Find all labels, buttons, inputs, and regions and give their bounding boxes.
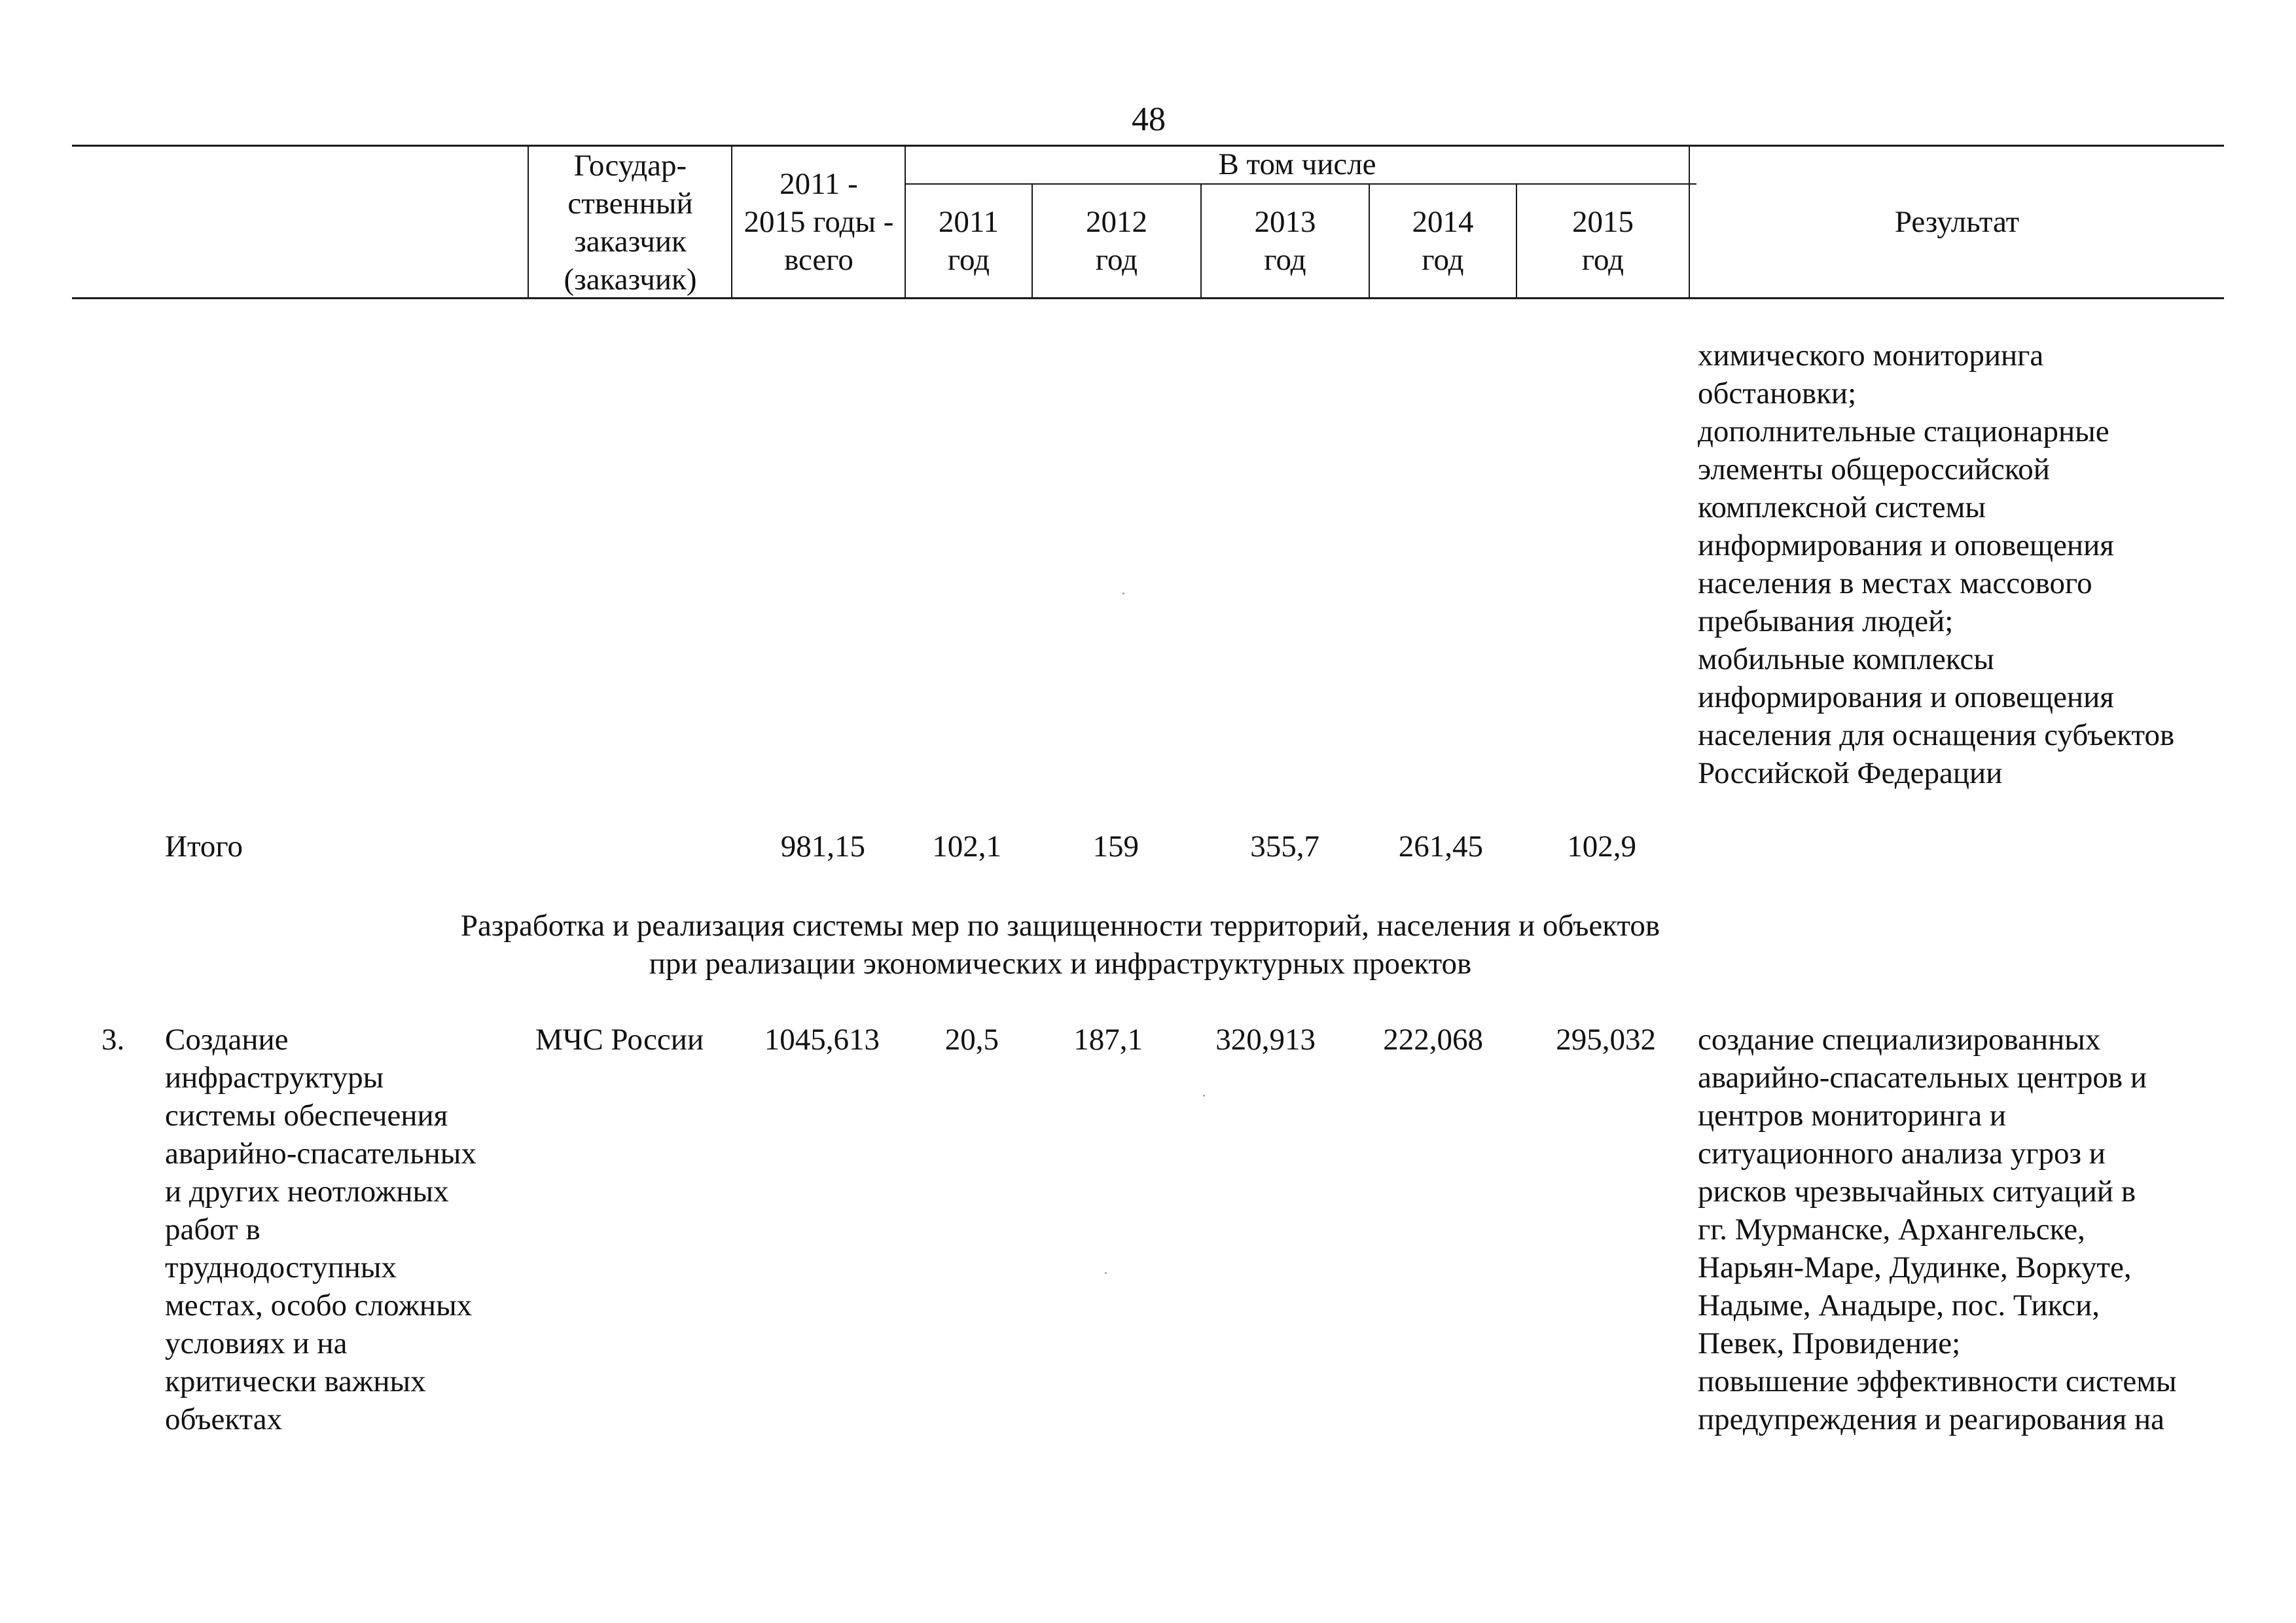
- row-name-line: объектах: [165, 1402, 283, 1436]
- row-name-line: системы обеспечения: [165, 1099, 448, 1133]
- row-2011: 20,5: [944, 1023, 999, 1057]
- result-line: мобильные комплексы: [1698, 642, 1994, 676]
- row-name-line: местах, особо сложных: [165, 1288, 473, 1322]
- header-customer-line: (заказчик): [564, 263, 697, 297]
- total-row-2014: 261,45: [1398, 830, 1483, 864]
- total-row-2012: 159: [1092, 830, 1139, 864]
- header-including: В том числе: [1218, 147, 1376, 181]
- header-customer-line: Государ-: [573, 149, 687, 183]
- header-year-label: 2012: [1086, 205, 1147, 239]
- total-row-label: Итого: [165, 830, 243, 864]
- row-result-line: Нарьян-Маре, Дудинке, Воркуте,: [1698, 1250, 2132, 1285]
- result-line: дополнительные стационарные: [1698, 414, 2109, 448]
- header-year-label: 2011: [938, 205, 999, 239]
- header-result: Результат: [1894, 205, 2020, 239]
- row-result-line: ситуационного анализа угроз и: [1698, 1137, 2106, 1171]
- result-line: обстановки;: [1698, 376, 1857, 410]
- header-total: [732, 165, 905, 279]
- row-name-line: аварийно-спасательных: [165, 1137, 476, 1171]
- row-name-line: труднодоступных: [165, 1250, 397, 1285]
- header-year-label: 2013: [1254, 205, 1316, 239]
- row-result-line: центров мониторинга и: [1698, 1099, 2007, 1133]
- header-customer-line: заказчик: [574, 225, 687, 259]
- result-line: населения для оснащения субъектов: [1698, 718, 2175, 752]
- header-bottom-rule: [72, 297, 2224, 299]
- scan-speck: [1105, 1272, 1107, 1274]
- header-total-line: 2015 годы -: [744, 205, 894, 239]
- row-2013: 320,913: [1215, 1023, 1316, 1057]
- header-customer: [529, 147, 732, 299]
- row-2012: 187,1: [1073, 1023, 1143, 1057]
- header-year-unit: год: [1581, 243, 1624, 277]
- row-name-line: инфраструктуры: [165, 1061, 384, 1095]
- row-result-line: предупреждения и реагирования на: [1698, 1402, 2164, 1436]
- row-name: [165, 1021, 518, 1438]
- scan-speck: [1122, 593, 1124, 594]
- total-row-2011: 102,1: [932, 830, 1001, 864]
- row-result: [1698, 1021, 2221, 1438]
- result-line: информирования и оповещения: [1698, 680, 2114, 714]
- header-year-2011: [906, 203, 1031, 279]
- row-name-line: Создание: [165, 1023, 289, 1057]
- row-total: 1045,613: [764, 1023, 880, 1057]
- header-year-label: 2015: [1572, 205, 1634, 239]
- row-number: 3.: [101, 1023, 125, 1057]
- row-result-line: повышение эффективности системы: [1698, 1364, 2177, 1398]
- result-line: элементы общероссийской: [1698, 452, 2050, 486]
- total-row-2015: 102,9: [1567, 830, 1636, 864]
- total-row-2013: 355,7: [1250, 830, 1319, 864]
- header-year-label: 2014: [1412, 205, 1474, 239]
- including-underline: [906, 183, 1696, 185]
- header-year-unit: год: [947, 243, 990, 277]
- header-year-2013: [1202, 203, 1369, 279]
- scan-speck: [1203, 1095, 1205, 1097]
- row-name-line: работ в: [165, 1213, 260, 1247]
- header-year-unit: год: [1422, 243, 1464, 277]
- row-result-line: Надыме, Анадыре, пос. Тикси,: [1698, 1288, 2100, 1322]
- row-result-line: аварийно-спасательных центров и: [1698, 1061, 2147, 1095]
- header-year-unit: год: [1095, 243, 1138, 277]
- header-year-2015: [1517, 203, 1689, 279]
- section-heading-line-2: при реализации экономических и инфраструктурных проектов: [649, 947, 1472, 981]
- row-result-line: рисков чрезвычайных ситуаций в: [1698, 1175, 2136, 1209]
- row-name-line: условиях и на: [165, 1326, 348, 1360]
- result-line: пребывания людей;: [1698, 604, 1954, 638]
- header-year-2014: [1370, 203, 1516, 279]
- header-customer-line: ственный: [567, 187, 693, 221]
- total-row-total: 981,15: [780, 830, 865, 864]
- row-result-line: Певек, Провидение;: [1698, 1326, 1961, 1360]
- row-name-line: критически важных: [165, 1364, 426, 1398]
- header-total-line: 2011 -: [780, 167, 858, 201]
- row-result-line: создание специализированных: [1698, 1023, 2101, 1057]
- section-heading-line-1: Разработка и реализация системы мер по защищенности территорий, населения и объектов: [460, 909, 1660, 943]
- result-line: комплексной системы: [1698, 490, 1986, 524]
- result-line: информирования и оповещения: [1698, 528, 2114, 562]
- row-name-line: и других неотложных: [165, 1175, 449, 1209]
- result-line: Российской Федерации: [1698, 756, 2003, 790]
- row-2014: 222,068: [1383, 1023, 1483, 1057]
- result-line: химического мониторинга: [1698, 338, 2044, 373]
- header-year-unit: год: [1264, 243, 1306, 277]
- continued-result-text: [1698, 337, 2221, 792]
- header-total-line: всего: [784, 243, 853, 277]
- result-line: населения в местах массового: [1698, 566, 2092, 600]
- header-year-2012: [1033, 203, 1200, 279]
- row-2015: 295,032: [1556, 1023, 1656, 1057]
- row-customer: МЧС России: [535, 1023, 704, 1057]
- page-number: 48: [1132, 101, 1166, 138]
- row-result-line: гг. Мурманске, Архангельске,: [1698, 1213, 2085, 1247]
